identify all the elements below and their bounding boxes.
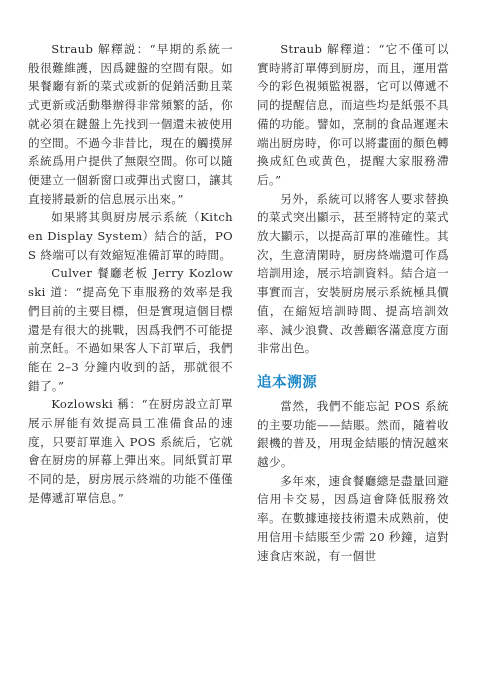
section-heading: 追本溯源: [257, 374, 318, 391]
paragraph-checkout: 當然，我們不能忘記 POS 系統的主要功能——結賬。然而，隨着收銀機的普及，用現金結賬的情況越來越少。: [257, 398, 449, 470]
right-column: [257, 40, 449, 565]
paragraph-credit-card: 多年來，速食餐廳總是盡量回避信用卡交易，因爲這會降低服務效率。在數據連接技術還未成熟前，使用信用卡結賬至少需 20 秒鐘，這對速食店來説，有一個世: [257, 473, 449, 563]
paragraph-highlight-training: 另外，系統可以將客人要求替换的菜式突出顯示，甚至將特定的菜式放大顯示，以提高訂單的准確性。其次，生意清閑時，厨房終端還可作爲培訓用途，展示培訓資料。結合這一事實而言，安裝厨房展示系統極具價值，在縮短培訓時間、提高培訓效率、減少浪費、改善顧客滿意度方面非常出色。: [257, 191, 449, 356]
paragraph-kozlowski-screen: Kozlowski 稱：“在厨房設立訂單展示屏能有效提高員工准備食品的速度，只要訂單進入 POS 系統后，它就會在厨房的屏幕上彈出來。同紙質訂單不同的是，厨房展示終端的功能不僅僅是傳遞訂單信息。”: [28, 397, 233, 505]
paragraph-straub-realtime: Straub 解釋道：“它不僅可以實時將訂單傳到厨房，而且，運用當今的彩色視頻監視器，它可以傳遞不同的提醒信息，而這些均是紙張不具備的功能。譬如，烹制的食品遲遲未端出厨房時，你可以將畫面的顏色轉換成紅色或黄色，提醒大家服務滯后。”: [257, 42, 449, 187]
left-column: [28, 40, 233, 508]
paragraph-culver-owner: Culver 餐廳老板 Jerry Kozlowski 道：“提高免下車服務的效率是我們目前的主要目標，但是實現這個目標還是有很大的挑戰，因爲我們不可能提前烹飪。不過如果客人下訂單后，我們能在 2–3 分鐘内收到的話，那就很不錯了。”: [28, 266, 233, 393]
paragraph-kitchen-display: 如果將其與厨房展示系統（Kitchen Display System）結合的話，POS 終端可以有效縮短准備訂單的時間。: [28, 210, 233, 262]
paragraph-straub-keyboard: Straub 解釋説：“早期的系統一般很難維護，因爲鍵盤的空間有限。如果餐廳有新的菜式或新的促銷活動且菜式更新或活動舉辦得非常頻繁的話，你就必須在鍵盤上先找到一個還未被使用的空間。不過今非昔比，現在的觸摸屏系統爲用户提供了無限空間。你可以隨便建立一個新窗口或彈出式窗口，讓其直接將最新的信息展示出來。”: [28, 42, 233, 206]
